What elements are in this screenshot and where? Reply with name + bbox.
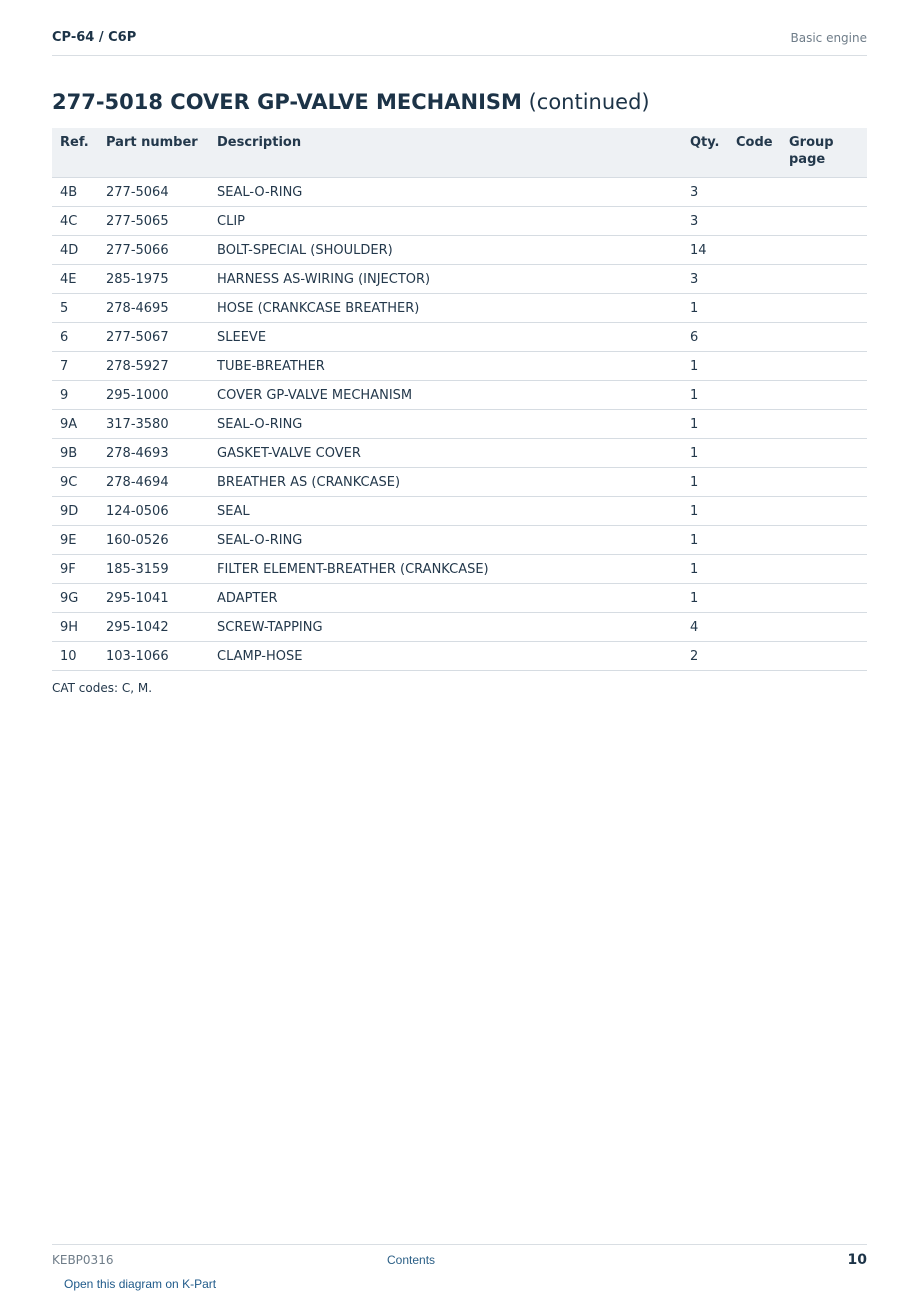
code-cell xyxy=(728,497,781,526)
table-row xyxy=(52,468,867,497)
part-number-cell: 295-1041 xyxy=(98,584,209,613)
group-page-cell xyxy=(781,323,867,352)
group-page-cell xyxy=(781,207,867,236)
description-cell: GASKET-VALVE COVER xyxy=(209,439,682,468)
part-number-cell: 278-4694 xyxy=(98,468,209,497)
ref-cell: 9E xyxy=(52,526,98,555)
qty-cell: 1 xyxy=(682,410,728,439)
table-header-row xyxy=(52,128,867,178)
code-cell xyxy=(728,410,781,439)
model-label: CP-64 / C6P xyxy=(52,30,137,45)
code-cell xyxy=(728,265,781,294)
col-header-group-page: Group page xyxy=(781,128,867,178)
code-cell xyxy=(728,294,781,323)
description-cell: HOSE (CRANKCASE BREATHER) xyxy=(209,294,682,323)
description-cell: FILTER ELEMENT-BREATHER (CRANKCASE) xyxy=(209,555,682,584)
qty-cell: 1 xyxy=(682,497,728,526)
group-page-cell xyxy=(781,236,867,265)
description-cell: SEAL-O-RING xyxy=(209,526,682,555)
qty-cell: 3 xyxy=(682,178,728,207)
part-number-cell: 317-3580 xyxy=(98,410,209,439)
part-number-cell: 277-5065 xyxy=(98,207,209,236)
qty-cell: 14 xyxy=(682,236,728,265)
description-cell: BOLT-SPECIAL (SHOULDER) xyxy=(209,236,682,265)
ref-cell: 9C xyxy=(52,468,98,497)
description-cell: BREATHER AS (CRANKCASE) xyxy=(209,468,682,497)
ref-cell: 6 xyxy=(52,323,98,352)
table-row xyxy=(52,526,867,555)
group-page-cell xyxy=(781,613,867,642)
table-row xyxy=(52,236,867,265)
part-number-cell: 278-4695 xyxy=(98,294,209,323)
qty-cell: 1 xyxy=(682,352,728,381)
part-number-cell: 285-1975 xyxy=(98,265,209,294)
group-page-cell xyxy=(781,555,867,584)
ref-cell: 9F xyxy=(52,555,98,584)
table-row xyxy=(52,323,867,352)
qty-cell: 1 xyxy=(682,439,728,468)
group-page-cell xyxy=(781,294,867,323)
description-cell: HARNESS AS-WIRING (INJECTOR) xyxy=(209,265,682,294)
qty-cell: 4 xyxy=(682,613,728,642)
qty-cell: 6 xyxy=(682,323,728,352)
description-cell: ADAPTER xyxy=(209,584,682,613)
code-cell xyxy=(728,207,781,236)
cat-codes-note: CAT codes: C, M. xyxy=(52,681,153,695)
part-number-cell: 278-5927 xyxy=(98,352,209,381)
qty-cell: 1 xyxy=(682,584,728,613)
qty-cell: 3 xyxy=(682,265,728,294)
table-row xyxy=(52,207,867,236)
table-row xyxy=(52,178,867,207)
page-title xyxy=(52,90,650,114)
part-number-cell: 295-1042 xyxy=(98,613,209,642)
table-row xyxy=(52,642,867,671)
part-number-cell: 124-0506 xyxy=(98,497,209,526)
ref-cell: 9B xyxy=(52,439,98,468)
qty-cell: 1 xyxy=(682,468,728,497)
code-cell xyxy=(728,642,781,671)
code-cell xyxy=(728,555,781,584)
qty-cell: 1 xyxy=(682,555,728,584)
code-cell xyxy=(728,439,781,468)
code-cell xyxy=(728,178,781,207)
ref-cell: 9G xyxy=(52,584,98,613)
contents-link[interactable]: Contents xyxy=(387,1253,436,1267)
ref-cell: 9D xyxy=(52,497,98,526)
description-cell: SEAL-O-RING xyxy=(209,178,682,207)
part-number-cell: 103-1066 xyxy=(98,642,209,671)
col-header-ref: Ref. xyxy=(52,128,98,178)
ref-cell: 4D xyxy=(52,236,98,265)
group-page-cell xyxy=(781,439,867,468)
group-page-cell xyxy=(781,265,867,294)
footer-doc-id: KEBP0316 xyxy=(52,1253,114,1267)
ref-cell: 9 xyxy=(52,381,98,410)
description-cell: TUBE-BREATHER xyxy=(209,352,682,381)
open-diagram-link[interactable]: Open this diagram on K-Part xyxy=(64,1277,217,1291)
col-header-code: Code xyxy=(728,128,781,178)
group-page-cell xyxy=(781,584,867,613)
page-header xyxy=(52,28,867,56)
group-page-cell xyxy=(781,381,867,410)
ref-cell: 9H xyxy=(52,613,98,642)
qty-cell: 1 xyxy=(682,526,728,555)
parts-table xyxy=(52,128,867,671)
part-number-cell: 277-5066 xyxy=(98,236,209,265)
part-number-cell: 277-5064 xyxy=(98,178,209,207)
col-header-part-number: Part number xyxy=(98,128,209,178)
group-page-cell xyxy=(781,497,867,526)
code-cell xyxy=(728,352,781,381)
ref-cell: 4E xyxy=(52,265,98,294)
group-page-cell xyxy=(781,178,867,207)
qty-cell: 3 xyxy=(682,207,728,236)
code-cell xyxy=(728,236,781,265)
description-cell: COVER GP-VALVE MECHANISM xyxy=(209,381,682,410)
group-page-cell xyxy=(781,352,867,381)
code-cell xyxy=(728,323,781,352)
description-cell: SLEEVE xyxy=(209,323,682,352)
part-number-cell: 277-5067 xyxy=(98,323,209,352)
page-number: 10 xyxy=(847,1252,867,1268)
ref-cell: 4B xyxy=(52,178,98,207)
parts-table-body xyxy=(52,178,867,671)
ref-cell: 4C xyxy=(52,207,98,236)
title-main: 277-5018 COVER GP-VALVE MECHANISM xyxy=(52,90,522,114)
description-cell: SEAL-O-RING xyxy=(209,410,682,439)
code-cell xyxy=(728,526,781,555)
description-cell: SCREW-TAPPING xyxy=(209,613,682,642)
table-row xyxy=(52,555,867,584)
ref-cell: 9A xyxy=(52,410,98,439)
part-number-cell: 160-0526 xyxy=(98,526,209,555)
part-number-cell: 185-3159 xyxy=(98,555,209,584)
qty-cell: 2 xyxy=(682,642,728,671)
part-number-cell: 295-1000 xyxy=(98,381,209,410)
description-cell: SEAL xyxy=(209,497,682,526)
qty-cell: 1 xyxy=(682,294,728,323)
group-page-cell xyxy=(781,642,867,671)
table-row xyxy=(52,613,867,642)
code-cell xyxy=(728,584,781,613)
code-cell xyxy=(728,468,781,497)
table-row xyxy=(52,410,867,439)
table-row xyxy=(52,439,867,468)
ref-cell: 5 xyxy=(52,294,98,323)
part-number-cell: 278-4693 xyxy=(98,439,209,468)
ref-cell: 10 xyxy=(52,642,98,671)
ref-cell: 7 xyxy=(52,352,98,381)
title-suffix: (continued) xyxy=(521,90,650,114)
table-row xyxy=(52,584,867,613)
qty-cell: 1 xyxy=(682,381,728,410)
table-row xyxy=(52,381,867,410)
col-header-qty: Qty. xyxy=(682,128,728,178)
section-label: Basic engine xyxy=(790,31,867,45)
code-cell xyxy=(728,381,781,410)
description-cell: CLAMP-HOSE xyxy=(209,642,682,671)
group-page-cell xyxy=(781,526,867,555)
table-row xyxy=(52,497,867,526)
description-cell: CLIP xyxy=(209,207,682,236)
group-page-cell xyxy=(781,410,867,439)
code-cell xyxy=(728,613,781,642)
table-row xyxy=(52,265,867,294)
footer-divider xyxy=(52,1244,867,1245)
group-page-cell xyxy=(781,468,867,497)
table-row xyxy=(52,294,867,323)
table-row xyxy=(52,352,867,381)
col-header-description: Description xyxy=(209,128,682,178)
